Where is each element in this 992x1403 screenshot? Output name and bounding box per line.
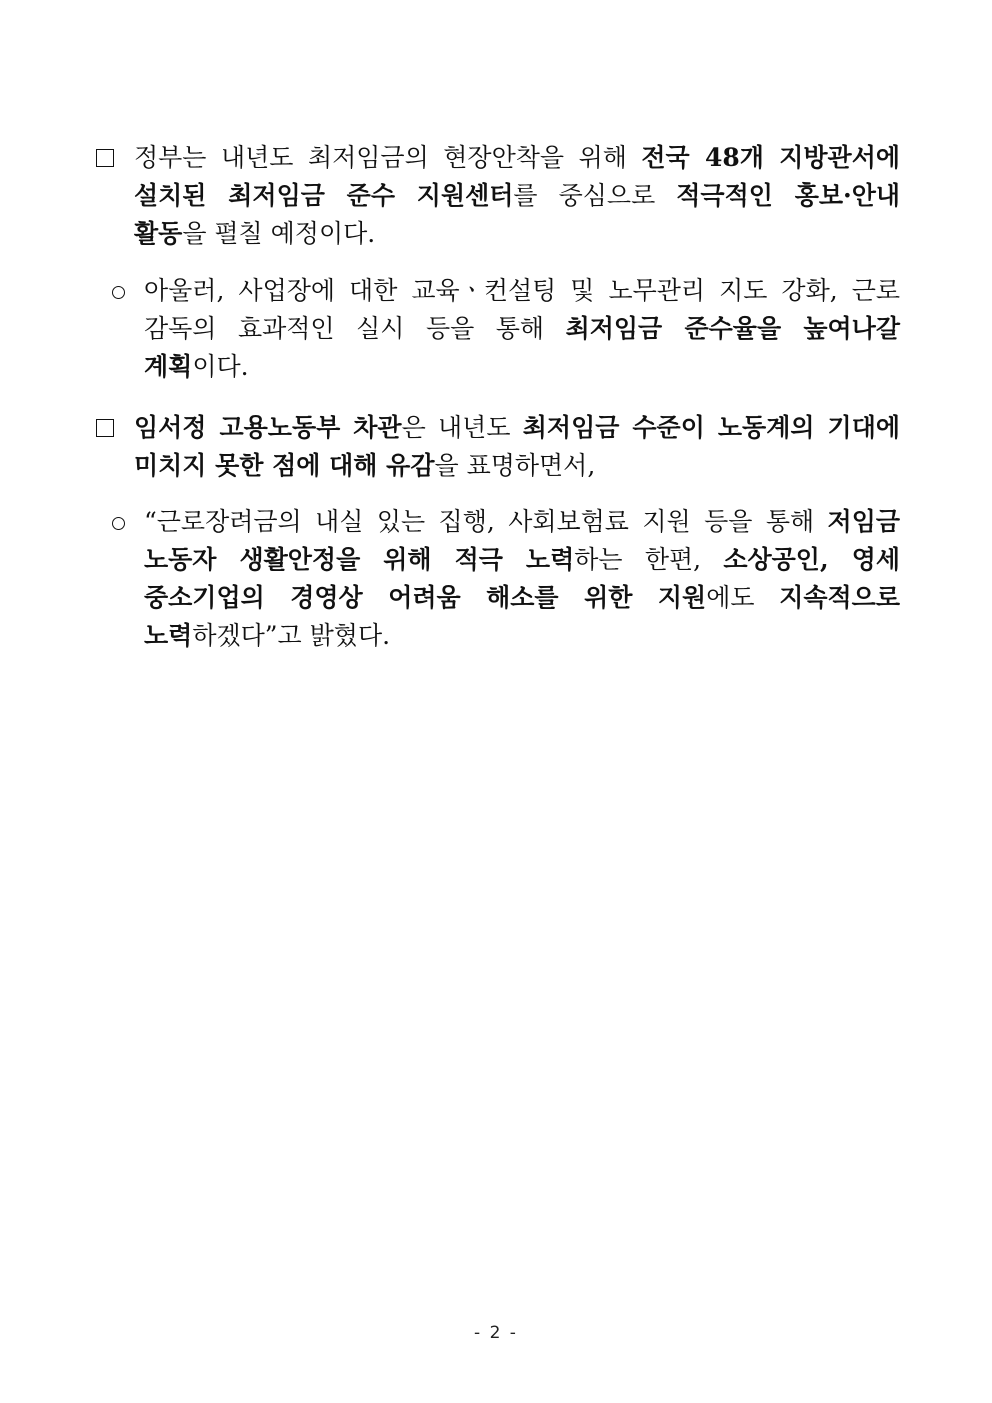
bold-text-run: 미치지 못한 점에 대해 유감	[134, 451, 435, 480]
section-1-paragraph	[96, 139, 900, 253]
square-bullet-icon	[96, 419, 114, 437]
paragraph-line	[96, 272, 900, 310]
bold-text-run: 노동자 생활안정을 위해 적극 노력	[144, 545, 575, 574]
text-run: 을 표명하면서,	[434, 451, 596, 480]
bold-text-run: 소상공인, 영세	[723, 545, 900, 574]
paragraph-line	[96, 177, 900, 215]
bold-text-run: 적극적인 홍보·안내	[676, 181, 901, 210]
bold-text-run: 최저임금 준수율을 높여나갈	[565, 314, 900, 343]
text-run: 정부는 내년도 최저임금의 현장안착을 위해	[134, 143, 642, 172]
paragraph-line	[96, 617, 900, 655]
text-run: 하겠다”고 밝혔다.	[192, 621, 391, 650]
bold-text-run: 계획	[144, 352, 193, 381]
section-2-sub-paragraph	[96, 503, 900, 655]
bold-text-run: 중소기업의 경영상 어려움 해소를 위한 지원	[144, 583, 707, 612]
text-run: 이다.	[192, 352, 249, 381]
bold-text-run: 노력	[144, 621, 193, 650]
paragraph-line	[96, 503, 900, 541]
paragraph-line	[96, 348, 900, 386]
page-number: - 2 -	[474, 1323, 518, 1343]
bold-text-run: 최저임금 수준이 노동계의 기대에	[522, 413, 900, 442]
paragraph-line	[96, 139, 900, 177]
square-bullet-icon	[96, 149, 114, 167]
text-run: 아울러, 사업장에 대한 교육ㆍ컨설팅 및 노무관리 지도 강화, 근로	[144, 276, 900, 305]
bold-text-run: 설치된 최저임금 준수 지원센터	[134, 181, 514, 210]
text-run: 하는 한편,	[574, 545, 724, 574]
bold-text-run: 전국 48개 지방관서에	[641, 143, 900, 172]
text-run: 를 중심으로	[513, 181, 677, 210]
text-run: 에도	[706, 583, 780, 612]
paragraph-line	[96, 409, 900, 447]
section-1-sub-paragraph	[96, 272, 900, 386]
paragraph-line	[96, 447, 900, 485]
text-run: 은 내년도	[401, 413, 523, 442]
text-run: “근로장려금의 내실 있는 집행, 사회보험료 지원 등을 통해	[144, 507, 828, 536]
text-run: 감독의 효과적인 실시 등을 통해	[144, 314, 566, 343]
circle-bullet-icon	[112, 517, 125, 530]
paragraph-line	[96, 541, 900, 579]
bold-text-run: 저임금	[827, 507, 900, 536]
section-2-paragraph	[96, 409, 900, 485]
paragraph-line	[96, 215, 900, 253]
text-run: 을 펼칠 예정이다.	[182, 219, 376, 248]
bold-text-run: 지속적으로	[779, 583, 900, 612]
paragraph-line	[96, 310, 900, 348]
paragraph-line	[96, 579, 900, 617]
bold-text-run: 임서정 고용노동부 차관	[134, 413, 402, 442]
bold-text-run: 활동	[134, 219, 183, 248]
circle-bullet-icon	[112, 286, 125, 299]
